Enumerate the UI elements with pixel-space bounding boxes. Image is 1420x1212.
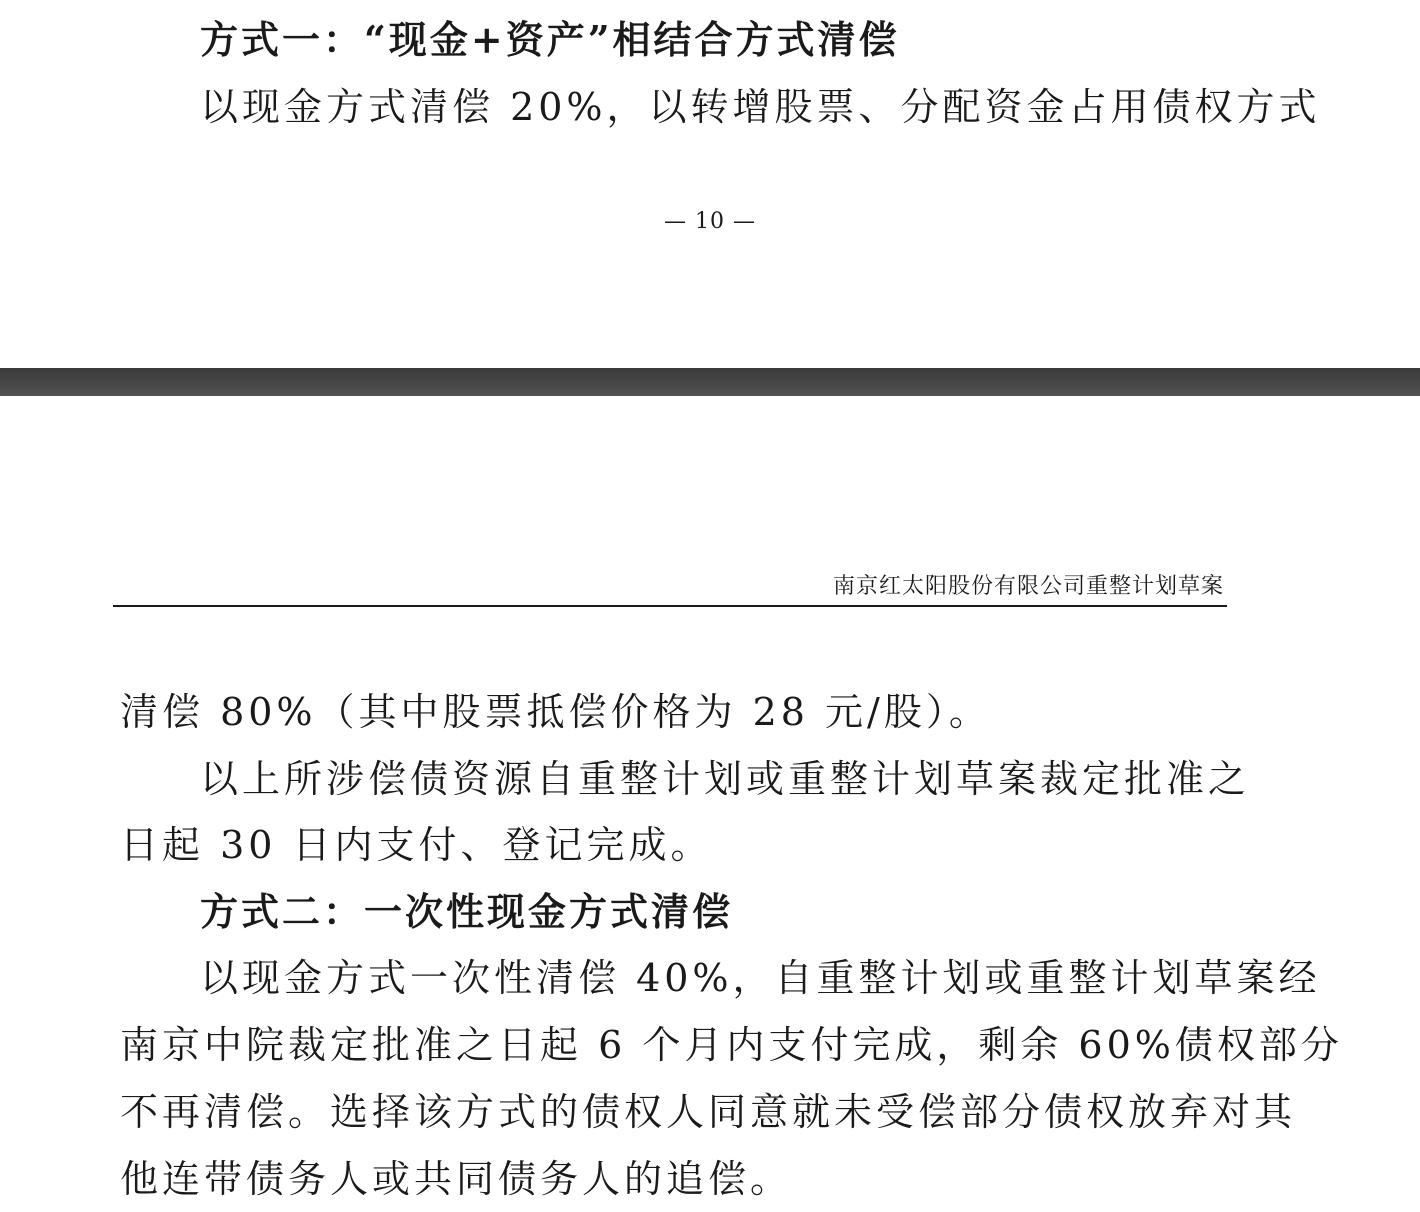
body-text-line: 以现金方式一次性清偿 40%，自重整计划或重整计划草案经 bbox=[200, 956, 1321, 1000]
section-heading-method-two: 方式二：一次性现金方式清偿 bbox=[200, 889, 734, 934]
section-heading-method-one: 方式一：“现金+资产”相结合方式清偿 bbox=[200, 17, 900, 62]
body-text-line: 南京中院裁定批准之日起 6 个月内支付完成，剩余 60%债权部分 bbox=[120, 1023, 1343, 1067]
page-separator bbox=[0, 368, 1420, 396]
body-text-line: 他连带债务人或共同债务人的追偿。 bbox=[120, 1157, 793, 1201]
body-text-line: 以上所涉偿债资源自重整计划或重整计划草案裁定批准之 bbox=[200, 757, 1251, 801]
body-text-line: 清偿 80%（其中股票抵偿价格为 28 元/股）。 bbox=[120, 690, 991, 734]
page-number: — 10 — bbox=[664, 209, 756, 234]
body-text-line: 以现金方式清偿 20%，以转增股票、分配资金占用债权方式 bbox=[200, 85, 1321, 129]
header-rule bbox=[113, 605, 1227, 607]
document-page-10 bbox=[0, 0, 1420, 368]
running-header-title: 南京红太阳股份有限公司重整计划草案 bbox=[832, 574, 1224, 599]
body-text-line: 不再清偿。选择该方式的债权人同意就未受偿部分债权放弃对其 bbox=[120, 1090, 1297, 1134]
body-text-line: 日起 30 日内支付、登记完成。 bbox=[120, 823, 713, 867]
